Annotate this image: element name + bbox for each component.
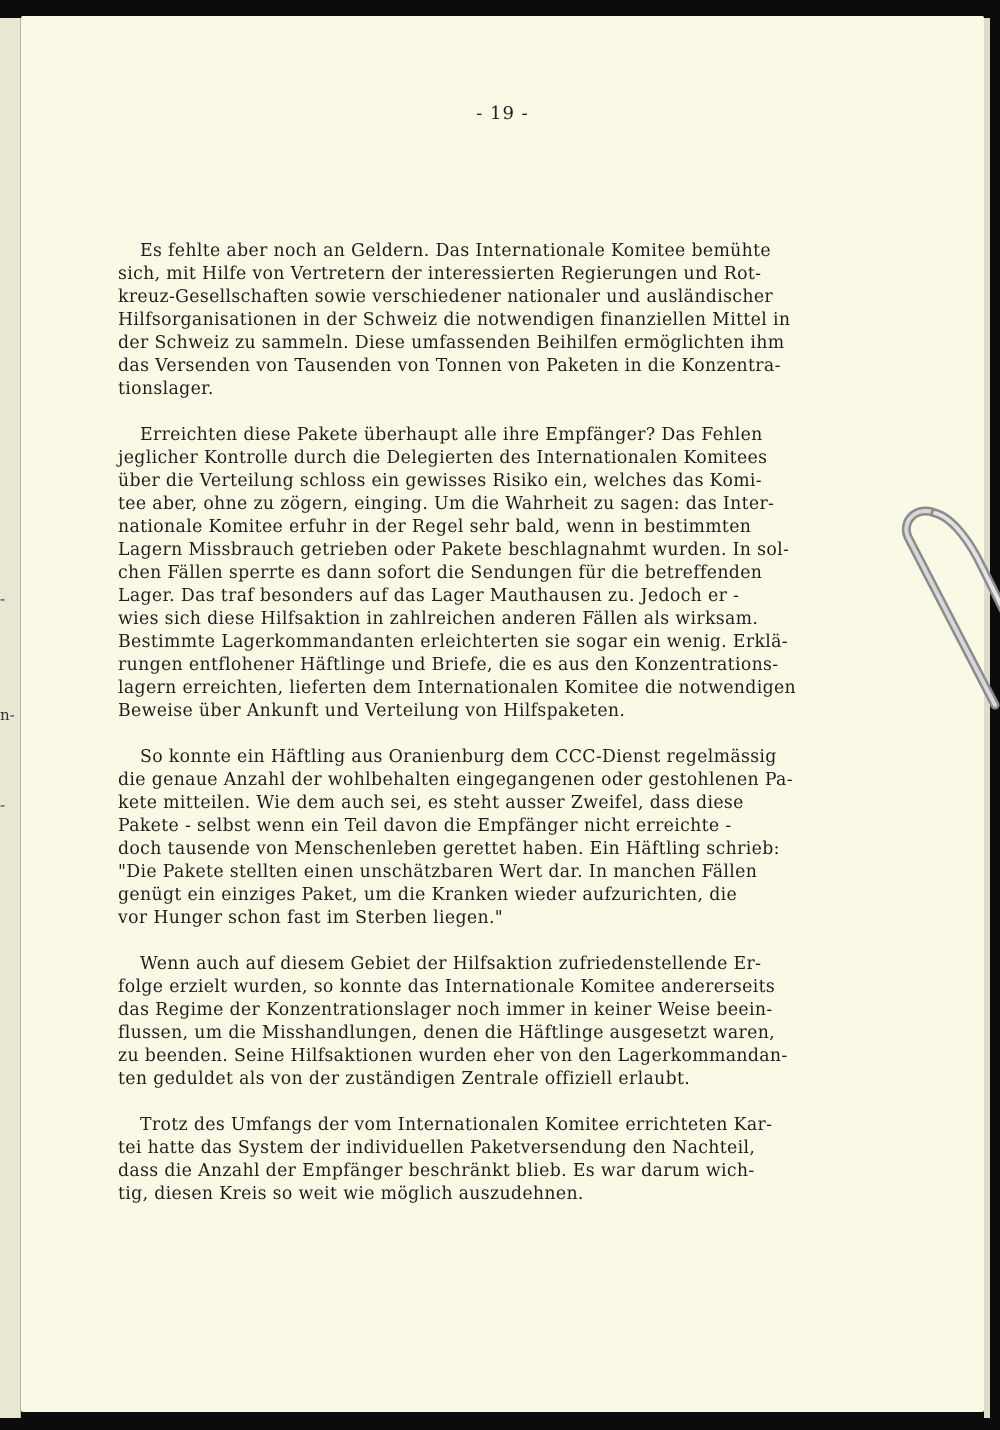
document-page <box>21 16 984 1412</box>
text-line: der Schweiz zu sammeln. Diese umfassenden Beihilfen ermöglichten ihm <box>118 333 785 353</box>
text-line: lagern erreichten, lieferten dem Internationalen Komitee die notwendigen <box>118 678 797 698</box>
text-line: Es fehlte aber noch an Geldern. Das Internationale Komitee bemühte <box>140 241 772 261</box>
margin-mark: - <box>0 796 6 814</box>
paragraph <box>118 746 888 930</box>
text-line: flussen, um die Misshandlungen, denen die Häftlinge ausgesetzt waren, <box>118 1023 776 1043</box>
body-text <box>118 240 888 1229</box>
text-line: kete mitteilen. Wie dem auch sei, es steht ausser Zweifel, dass diese <box>118 793 744 813</box>
paragraph <box>118 953 888 1091</box>
paragraph <box>118 1114 888 1206</box>
text-line: Wenn auch auf diesem Gebiet der Hilfsaktion zufriedenstellende Er- <box>140 954 762 974</box>
text-line: doch tausende von Menschenleben gerettet haben. Ein Häftling schrieb: <box>118 839 780 859</box>
page-number: - 19 - <box>476 103 529 124</box>
text-line: genügt ein einziges Paket, um die Kranken wieder aufzurichten, die <box>118 885 738 905</box>
text-line: Lagern Missbrauch getrieben oder Pakete beschlagnahmt wurden. In sol- <box>118 540 790 560</box>
text-line: Beweise über Ankunft und Verteilung von Hilfspaketen. <box>118 701 626 721</box>
text-line: folge erzielt wurden, so konnte das Internationale Komitee andererseits <box>118 977 776 997</box>
text-line: zu beenden. Seine Hilfsaktionen wurden eher von den Lagerkommandan- <box>118 1046 788 1066</box>
text-line: das Regime der Konzentrationslager noch immer in keiner Weise beein- <box>118 1000 773 1020</box>
text-line: nationale Komitee erfuhr in der Regel sehr bald, wenn in bestimmten <box>118 517 752 537</box>
text-line: "Die Pakete stellten einen unschätzbaren Wert dar. In manchen Fällen <box>118 862 758 882</box>
text-line: das Versenden von Tausenden von Tonnen von Paketen in die Konzentra- <box>118 356 781 376</box>
text-line: Erreichten diese Pakete überhaupt alle ihre Empfänger? Das Fehlen <box>140 425 763 445</box>
paperclip-icon <box>895 495 1000 725</box>
margin-mark: n- <box>0 706 15 724</box>
text-line: Pakete - selbst wenn ein Teil davon die Empfänger nicht erreichte - <box>118 816 732 836</box>
paragraph <box>118 240 888 401</box>
text-line: tei hatte das System der individuellen Paketversendung den Nachteil, <box>118 1138 756 1158</box>
adjacent-page-strip <box>0 18 21 1418</box>
text-line: tig, diesen Kreis so weit wie möglich auszudehnen. <box>118 1184 584 1204</box>
text-line: dass die Anzahl der Empfänger beschränkt blieb. Es war darum wich- <box>118 1161 755 1181</box>
text-line: ten geduldet als von der zuständigen Zentrale offiziell erlaubt. <box>118 1069 691 1089</box>
text-line: tee aber, ohne zu zögern, einging. Um die Wahrheit zu sagen: das Inter- <box>118 494 775 514</box>
paragraph <box>118 424 888 723</box>
text-line: tionslager. <box>118 379 214 399</box>
text-line: wies sich diese Hilfsaktion in zahlreichen anderen Fällen als wirksam. <box>118 609 759 629</box>
text-line: chen Fällen sperrte es dann sofort die Sendungen für die betreffenden <box>118 563 763 583</box>
text-line: Lager. Das traf besonders auf das Lager Mauthausen zu. Jedoch er - <box>118 586 740 606</box>
text-line: über die Verteilung schloss ein gewisses Risiko ein, welches das Komi- <box>118 471 762 491</box>
text-line: jeglicher Kontrolle durch die Delegierten des Internationalen Komitees <box>118 448 768 468</box>
margin-mark: - <box>0 590 6 608</box>
text-line: kreuz-Gesellschaften sowie verschiedener nationaler und ausländischer <box>118 287 774 307</box>
text-line: sich, mit Hilfe von Vertretern der interessierten Regierungen und Rot- <box>118 264 762 284</box>
text-line: Hilfsorganisationen in der Schweiz die notwendigen finanziellen Mittel in <box>118 310 791 330</box>
text-line: rungen entflohener Häftlinge und Briefe, die es aus den Konzentrations- <box>118 655 779 675</box>
text-line: die genaue Anzahl der wohlbehalten eingegangenen oder gestohlenen Pa- <box>118 770 793 790</box>
text-line: Trotz des Umfangs der vom Internationalen Komitee errichteten Kar- <box>140 1115 773 1135</box>
text-line: vor Hunger schon fast im Sterben liegen." <box>118 908 504 928</box>
text-line: Bestimmte Lagerkommandanten erleichterten sie sogar ein wenig. Erklä- <box>118 632 788 652</box>
text-line: So konnte ein Häftling aus Oranienburg dem CCC-Dienst regelmässig <box>140 747 777 767</box>
